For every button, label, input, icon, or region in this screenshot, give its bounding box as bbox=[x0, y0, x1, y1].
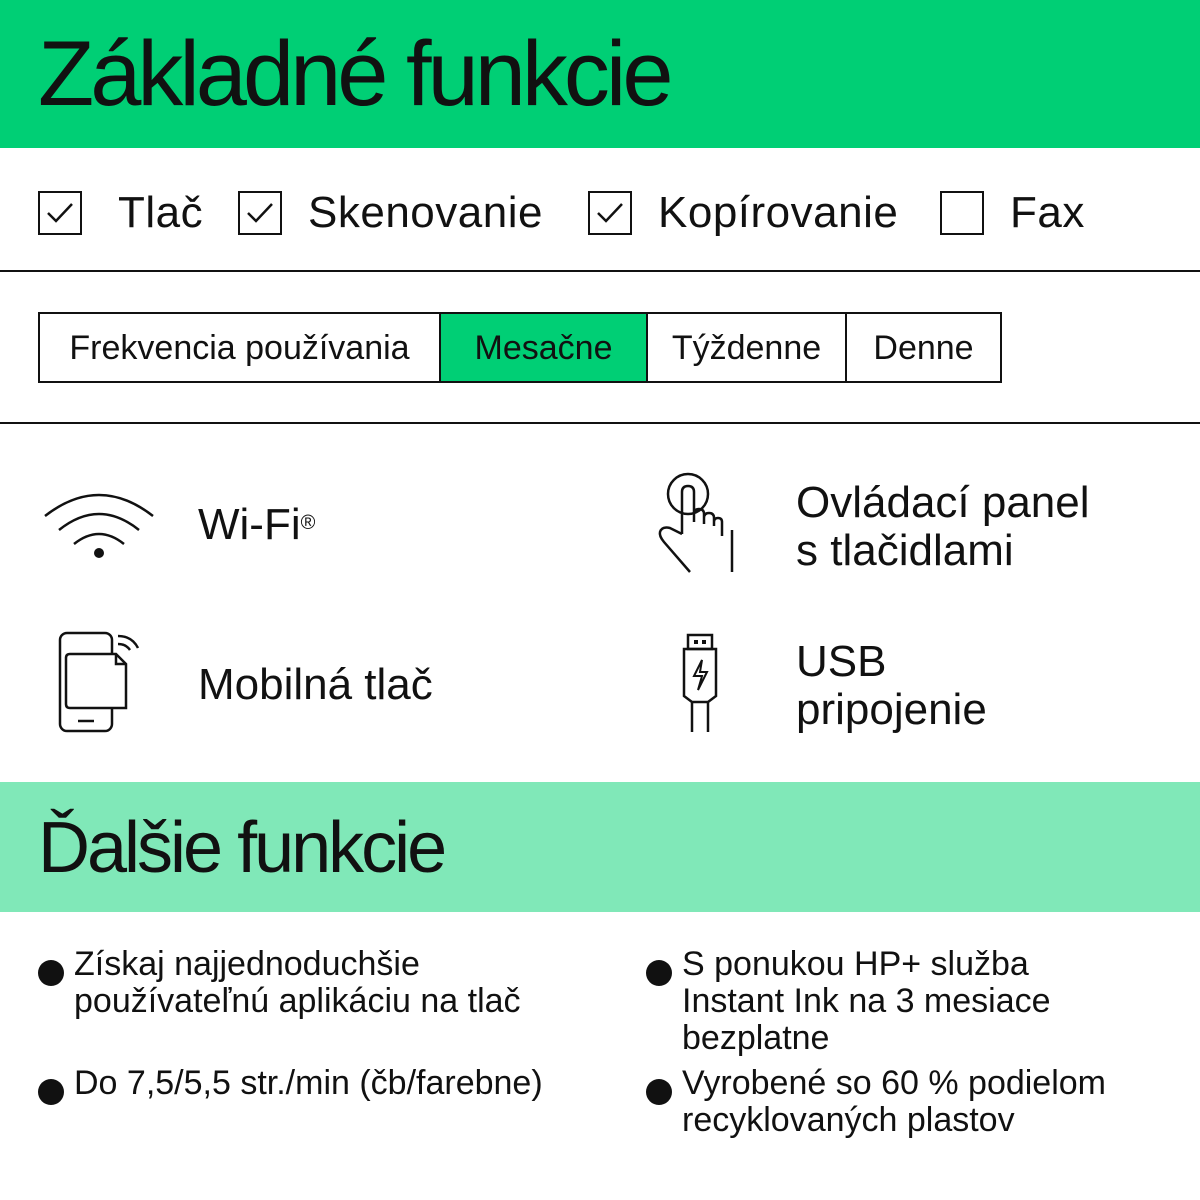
touch-hand-icon bbox=[656, 472, 796, 581]
checkbox-checked-icon[interactable] bbox=[588, 191, 632, 235]
bullet-text: S ponukou HP+ služba bbox=[682, 945, 1029, 983]
frequency-option-daily[interactable]: Denne bbox=[873, 328, 974, 367]
frequency-header: Frekvencia používania bbox=[40, 314, 441, 381]
list-item bbox=[38, 1065, 543, 1105]
feature-label: Ovládací panel s tlačidlami bbox=[796, 477, 1090, 575]
function-label: Kopírovanie bbox=[658, 188, 899, 237]
more-features-header bbox=[0, 782, 1200, 912]
mobile-print-icon bbox=[56, 630, 198, 739]
bullet-dot-icon bbox=[646, 1079, 672, 1105]
bullet-text: používateľnú aplikáciu na tlač bbox=[74, 982, 521, 1020]
function-label: Fax bbox=[1010, 188, 1085, 237]
checkbox-checked-icon[interactable] bbox=[238, 191, 282, 235]
bullet-text: bezplatne bbox=[682, 1019, 830, 1057]
bullet-dot-icon bbox=[38, 960, 64, 986]
section-title: Ďalšie funkcie bbox=[38, 808, 445, 888]
feature-label: Mobilná tlač bbox=[198, 659, 433, 709]
list-item bbox=[646, 1065, 1106, 1139]
usage-frequency-table bbox=[38, 312, 1002, 383]
list-item bbox=[38, 946, 521, 1020]
list-item bbox=[646, 946, 1051, 1057]
feature-control-panel bbox=[656, 472, 1090, 581]
bullet-dot-icon bbox=[646, 960, 672, 986]
checkbox-unchecked-icon[interactable] bbox=[940, 191, 984, 235]
feature-wifi bbox=[42, 480, 315, 569]
function-fax[interactable] bbox=[940, 178, 1085, 248]
function-print[interactable] bbox=[38, 178, 203, 248]
function-copy[interactable] bbox=[588, 178, 898, 248]
bullet-text: recyklovaných plastov bbox=[682, 1101, 1015, 1139]
bullet-text: Instant Ink na 3 mesiace bbox=[682, 982, 1051, 1020]
frequency-option-monthly[interactable]: Mesačne bbox=[441, 314, 648, 381]
feature-label: Wi-Fi® bbox=[198, 499, 316, 549]
function-label: Skenovanie bbox=[308, 188, 543, 237]
wifi-icon bbox=[42, 480, 198, 569]
function-scan[interactable] bbox=[238, 178, 543, 248]
frequency-option-weekly[interactable]: Týždenne bbox=[648, 314, 847, 381]
bullet-text: Do 7,5/5,5 str./min (čb/farebne) bbox=[74, 1064, 543, 1102]
feature-mobile-print bbox=[56, 630, 433, 739]
checkbox-checked-icon[interactable] bbox=[38, 191, 82, 235]
function-checklist bbox=[0, 178, 1200, 248]
main-features-header bbox=[0, 0, 1200, 148]
feature-usb bbox=[672, 632, 987, 739]
divider bbox=[0, 270, 1200, 272]
feature-label: USB pripojenie bbox=[796, 636, 987, 734]
bullet-dot-icon bbox=[38, 1079, 64, 1105]
page-title: Základné funkcie bbox=[38, 23, 670, 125]
divider bbox=[0, 422, 1200, 424]
usb-icon bbox=[672, 632, 796, 739]
bullet-text: Vyrobené so 60 % podielom bbox=[682, 1064, 1107, 1102]
bullet-text: Získaj najjednoduchšie bbox=[74, 945, 420, 983]
function-label: Tlač bbox=[118, 188, 204, 237]
